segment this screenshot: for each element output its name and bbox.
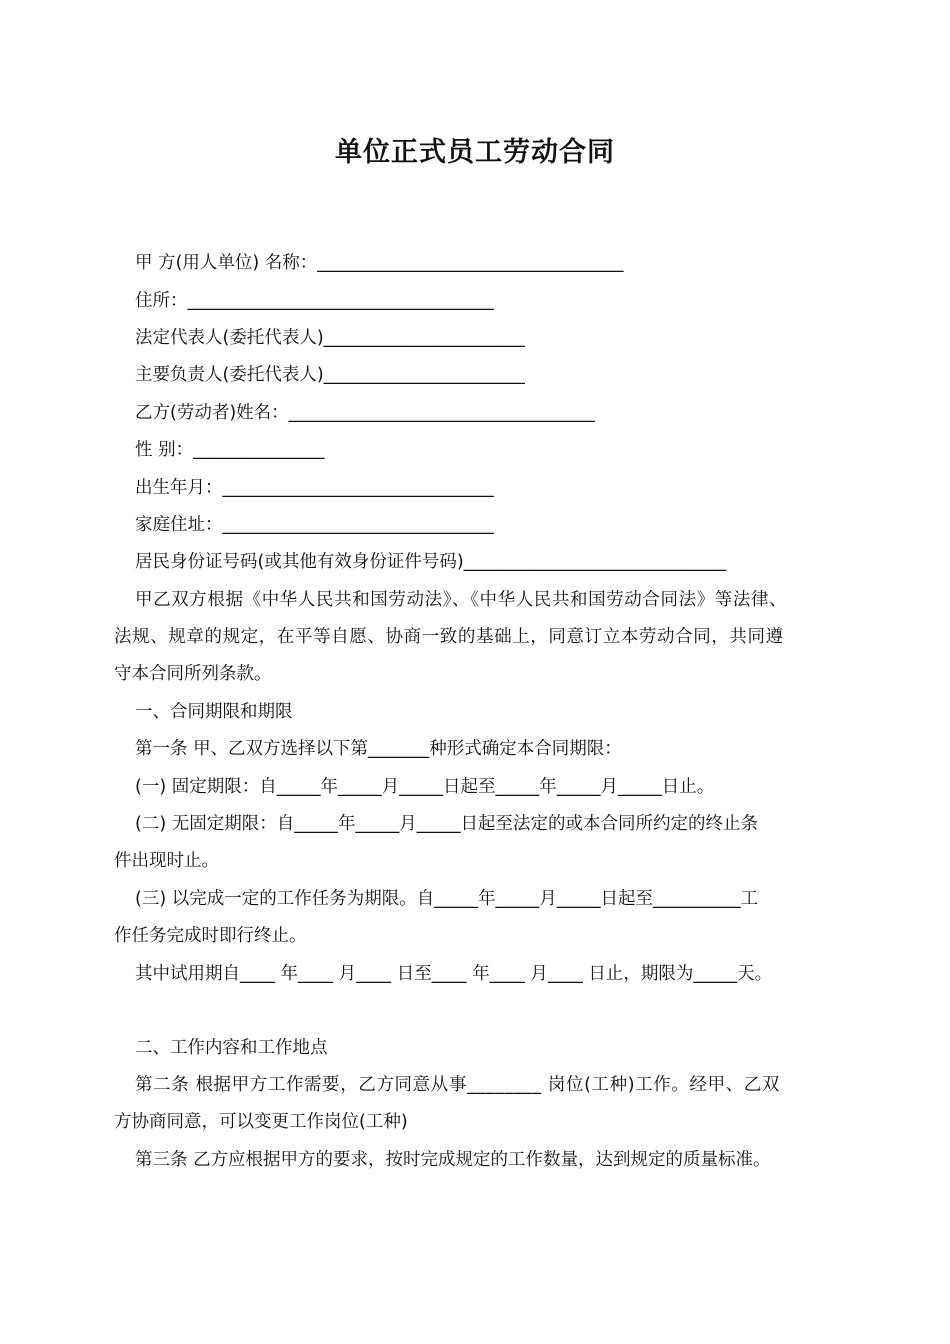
term-option-open-ended-cont: 件出现时止。 [114, 851, 219, 871]
party-a-address-line: 住所：___________________________________ [135, 291, 494, 311]
id-number-line: 居民身份证号码(或其他有效身份证件号码)______________________________ [135, 552, 727, 572]
term-option-task-cont: 作任务完成时即行终止。 [114, 926, 307, 946]
birth-date-line: 出生年月：_______________________________ [135, 478, 494, 498]
home-address-line: 家庭住址：_______________________________ [135, 515, 494, 535]
gender-line: 性 别：_______________ [135, 440, 325, 460]
party-a-name-line: 甲 方(用人单位) 名称：___________________________________ [135, 253, 624, 273]
term-option-task: (三) 以完成一定的工作任务为期限。自_____年_____月_____日起至__________工 [135, 889, 758, 909]
preamble-line-2: 法规、规章的规定，在平等自愿、协商一致的基础上，同意订立本劳动合同，共同遵 [114, 627, 784, 647]
section-1-heading: 一、合同期限和期限 [135, 702, 293, 722]
legal-representative-line: 法定代表人(委托代表人)_______________________ [135, 328, 525, 348]
section-2-heading: 二、工作内容和工作地点 [135, 1038, 328, 1058]
preamble-line-3: 守本合同所列条款。 [114, 664, 272, 684]
document-title: 单位正式员工劳动合同 [335, 137, 615, 168]
article-2: 第二条 根据甲方工作需要，乙方同意从事________ 岗位(工种)工作。经甲、乙双 [135, 1075, 780, 1095]
article-1: 第一条 甲、乙双方选择以下第_______种形式确定本合同期限： [135, 739, 622, 759]
preamble-line-1: 甲乙双方根据《中华人民共和国劳动法》、《中华人民共和国劳动合同法》等法律、 [135, 590, 788, 610]
article-2-cont: 方协商同意，可以变更工作岗位(工种) [114, 1112, 408, 1132]
principal-line: 主要负责人(委托代表人)_______________________ [135, 365, 525, 385]
term-option-open-ended: (二) 无固定期限：自_____年_____月_____日起至法定的或本合同所约定的终止条 [135, 814, 758, 834]
article-3: 第三条 乙方应根据甲方的要求，按时完成规定的工作数量，达到规定的质量标准。 [135, 1150, 771, 1170]
probation-period-line: 其中试用期自____ 年____ 月____ 日至____ 年____ 月____ 日止，期限为_____天。 [135, 964, 773, 984]
term-option-fixed: (一) 固定期限：自_____年_____月_____日起至_____年_____月_____日止。 [135, 777, 715, 797]
party-b-name-line: 乙方(劳动者)姓名：___________________________________ [135, 403, 595, 423]
